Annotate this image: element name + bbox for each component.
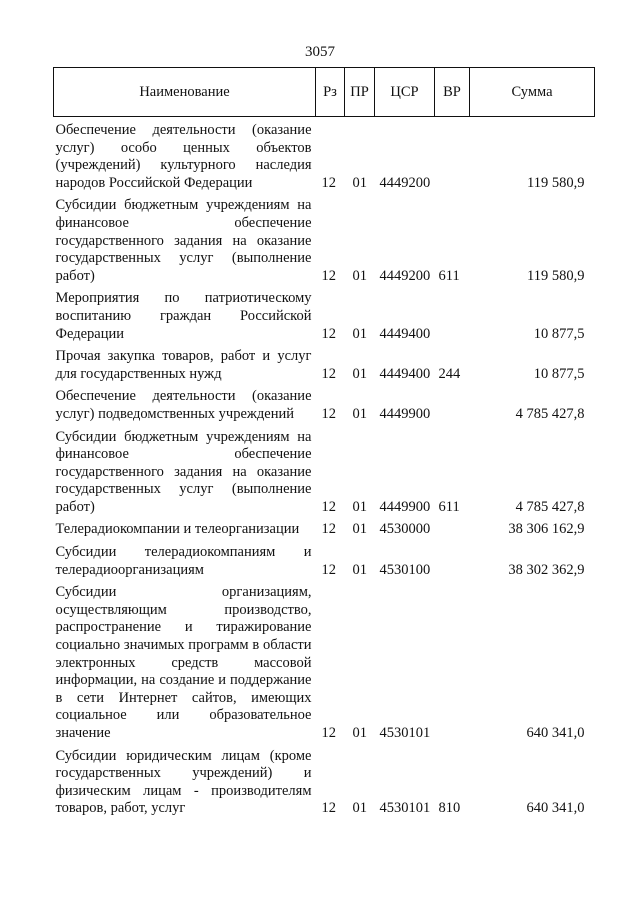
row-sum: 119 580,9	[527, 174, 585, 191]
row-csr: 4530100	[379, 561, 431, 578]
row-pr: 01	[352, 174, 367, 191]
table-row	[54, 579, 595, 742]
row-sum: 4 785 427,8	[515, 498, 585, 515]
table-row	[54, 424, 595, 517]
row-vr: 611	[438, 267, 460, 284]
header-sum: Сумма	[470, 68, 595, 117]
row-pr: 01	[352, 405, 367, 422]
row-name: Телерадиокомпании и телеорганизации	[55, 521, 300, 538]
table-row	[54, 285, 595, 343]
row-sum: 10 877,5	[533, 325, 585, 342]
row-name: Субсидии организациям, осуществляющим производство, распространение и тиражирование социально значимых программ в области электронных средств массовой информации, на создание и поддержание в сети Интернет сайтов, имеющих социальное или образовательное значение	[55, 584, 312, 741]
table-row	[54, 743, 595, 818]
row-rz: 12	[321, 725, 336, 741]
row-rz: 12	[321, 800, 336, 817]
row-pr: 01	[352, 365, 367, 382]
table-row	[54, 192, 595, 285]
header-name: Наименование	[54, 68, 316, 117]
row-name: Прочая закупка товаров, работ и услуг для государственных нужд	[55, 348, 312, 382]
row-csr: 4449200	[379, 174, 431, 191]
row-name: Субсидии бюджетным учреждениям на финансовое обеспечение государственного задания на оказание государственных услуг (выполнение работ)	[55, 428, 312, 515]
row-rz: 12	[321, 267, 336, 284]
row-pr: 01	[352, 521, 367, 538]
table-row	[54, 343, 595, 383]
row-pr: 01	[352, 561, 367, 578]
row-vr: 611	[438, 498, 460, 515]
table-row	[54, 117, 595, 193]
row-rz: 12	[321, 405, 336, 422]
row-csr: 4530000	[379, 521, 431, 538]
row-name: Субсидии юридическим лицам (кроме государственных учреждений) и физическим лицам - производителям товаров, работ, услуг	[55, 747, 312, 817]
row-name: Обеспечение деятельности (оказание услуг) подведомственных учреждений	[55, 388, 312, 422]
row-vr: 810	[438, 800, 461, 817]
row-vr	[435, 579, 470, 742]
row-vr	[435, 539, 470, 579]
row-vr: 244	[438, 365, 461, 382]
row-name: Мероприятия по патриотическому воспитанию граждан Российской Федерации	[55, 290, 312, 342]
row-vr	[435, 383, 470, 423]
row-rz: 12	[321, 521, 336, 538]
row-csr: 4530101	[379, 800, 431, 817]
header-vr: ВР	[435, 68, 470, 117]
header-rz: Рз	[316, 68, 345, 117]
row-csr: 4449200	[379, 267, 431, 284]
table-header-row	[54, 68, 595, 117]
row-sum: 38 306 162,9	[508, 521, 585, 538]
row-vr	[435, 117, 470, 193]
row-rz: 12	[321, 498, 336, 515]
row-csr: 4449900	[379, 405, 431, 422]
row-sum: 10 877,5	[533, 365, 585, 382]
row-rz: 12	[321, 174, 336, 191]
row-sum: 640 341,0	[526, 800, 585, 817]
row-csr: 4449400	[379, 365, 431, 382]
row-vr	[435, 516, 470, 539]
page-number: 3057	[305, 44, 335, 60]
row-pr: 01	[352, 498, 367, 515]
row-pr: 01	[352, 267, 367, 284]
row-name: Субсидии бюджетным учреждениям на финансовое обеспечение государственного задания на оказание государственных услуг (выполнение работ)	[55, 197, 312, 284]
row-name: Субсидии телерадиокомпаниям и телерадиоорганизациям	[55, 544, 312, 578]
row-csr: 4530101	[379, 725, 431, 741]
row-vr	[435, 285, 470, 343]
row-sum: 38 302 362,9	[508, 561, 585, 578]
table-row	[54, 539, 595, 579]
row-sum: 640 341,0	[526, 725, 585, 741]
header-csr: ЦСР	[375, 68, 435, 117]
header-pr: ПР	[345, 68, 375, 117]
row-pr: 01	[352, 325, 367, 342]
budget-table	[53, 67, 595, 818]
row-rz: 12	[321, 325, 336, 342]
table-row	[54, 383, 595, 423]
row-name: Обеспечение деятельности (оказание услуг) особо ценных объектов (учреждений) культурного наследия народов Российской Федерации	[55, 122, 312, 191]
row-sum: 4 785 427,8	[515, 405, 585, 422]
row-rz: 12	[321, 365, 336, 382]
row-pr: 01	[352, 725, 367, 741]
row-sum: 119 580,9	[527, 267, 585, 284]
table-row	[54, 516, 595, 539]
row-pr: 01	[352, 800, 367, 817]
row-csr: 4449900	[379, 498, 431, 515]
row-csr: 4449400	[379, 325, 431, 342]
row-rz: 12	[321, 561, 336, 578]
